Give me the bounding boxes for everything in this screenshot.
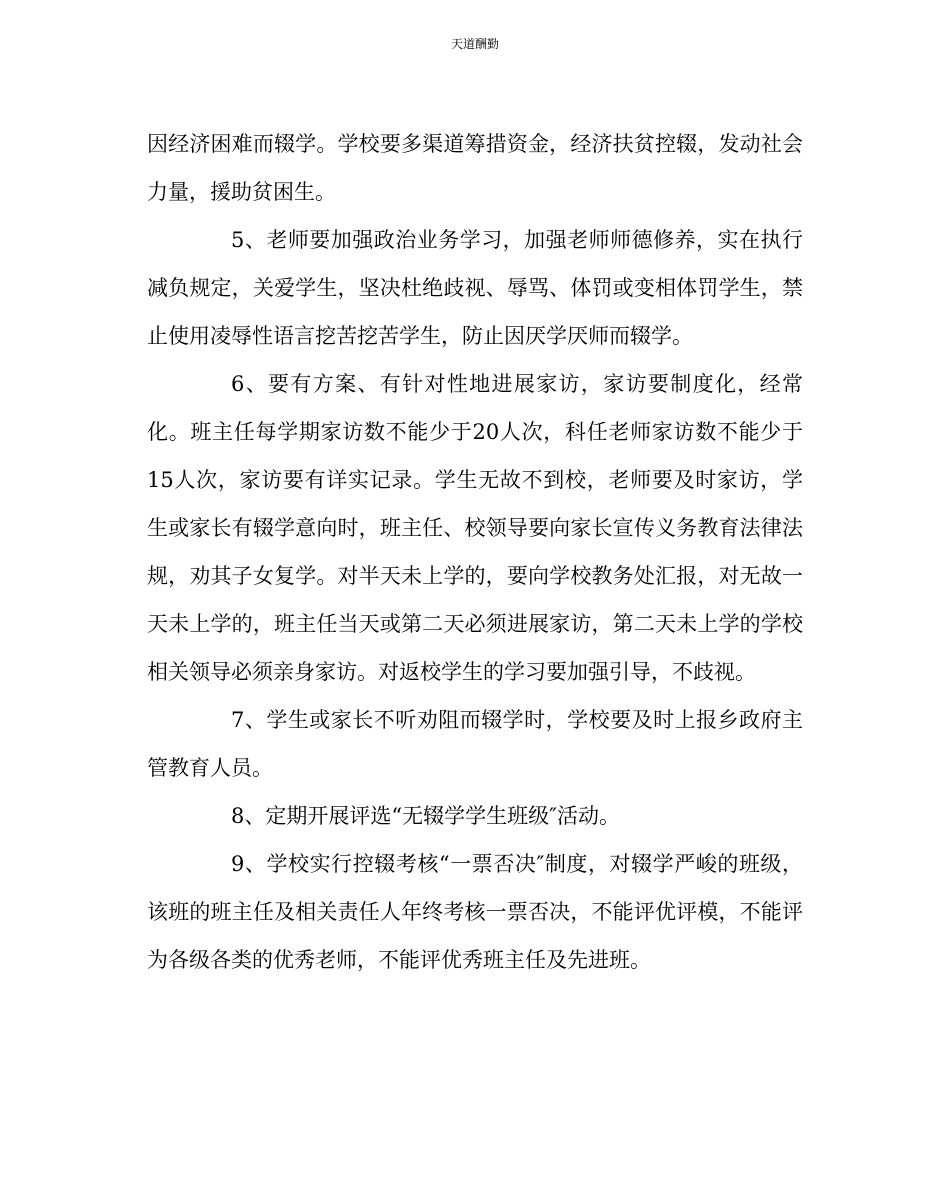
paragraph-item-7: 7、学生或家长不听劝阻而辍学时，学校要及时上报乡政府主管教育人员。 [147, 708, 803, 780]
document-body [147, 120, 803, 984]
paragraph-continuation: 因经济困难而辍学。学校要多渠道筹措资金，经济扶贫控辍，发动社会力量，援助贫困生。 [147, 132, 803, 204]
paragraph-item-6: 6、要有方案、有针对性地进展家访，家访要制度化，经常化。班主任每学期家访数不能少于20人次，科任老师家访数不能少于15人次，家访要有详实记录。学生无故不到校，老师要及时家访，学生或家长有辍学意向时，班主任、校领导要向家长宣传义务教育法律法规，劝其子女复学。对半天未上学的，要向学校教务处汇报，对无故一天未上学的，班主任当天或第二天必须进展家访，第二天未上学的学校相关领导必须亲身家访。对返校学生的学习要加强引导，不歧视。 [147, 372, 803, 684]
paragraph-item-8: 8、定期开展评选“无辍学学生班级″活动。 [231, 804, 620, 828]
paragraph-item-9: 9、学校实行控辍考核“一票否决″制度，对辍学严峻的班级，该班的班主任及相关责任人年终考核一票否决，不能评优评模，不能评为各级各类的优秀老师，不能评优秀班主任及先进班。 [147, 852, 803, 972]
page-header: 天道酬勤 [450, 37, 499, 51]
paragraph-item-5: 5、老师要加强政治业务学习，加强老师师德修养，实在执行减负规定，关爱学生，坚决杜绝歧视、辱骂、体罚或变相体罚学生，禁止使用凌辱性语言挖苦挖苦学生，防止因厌学厌师而辍学。 [147, 228, 803, 348]
